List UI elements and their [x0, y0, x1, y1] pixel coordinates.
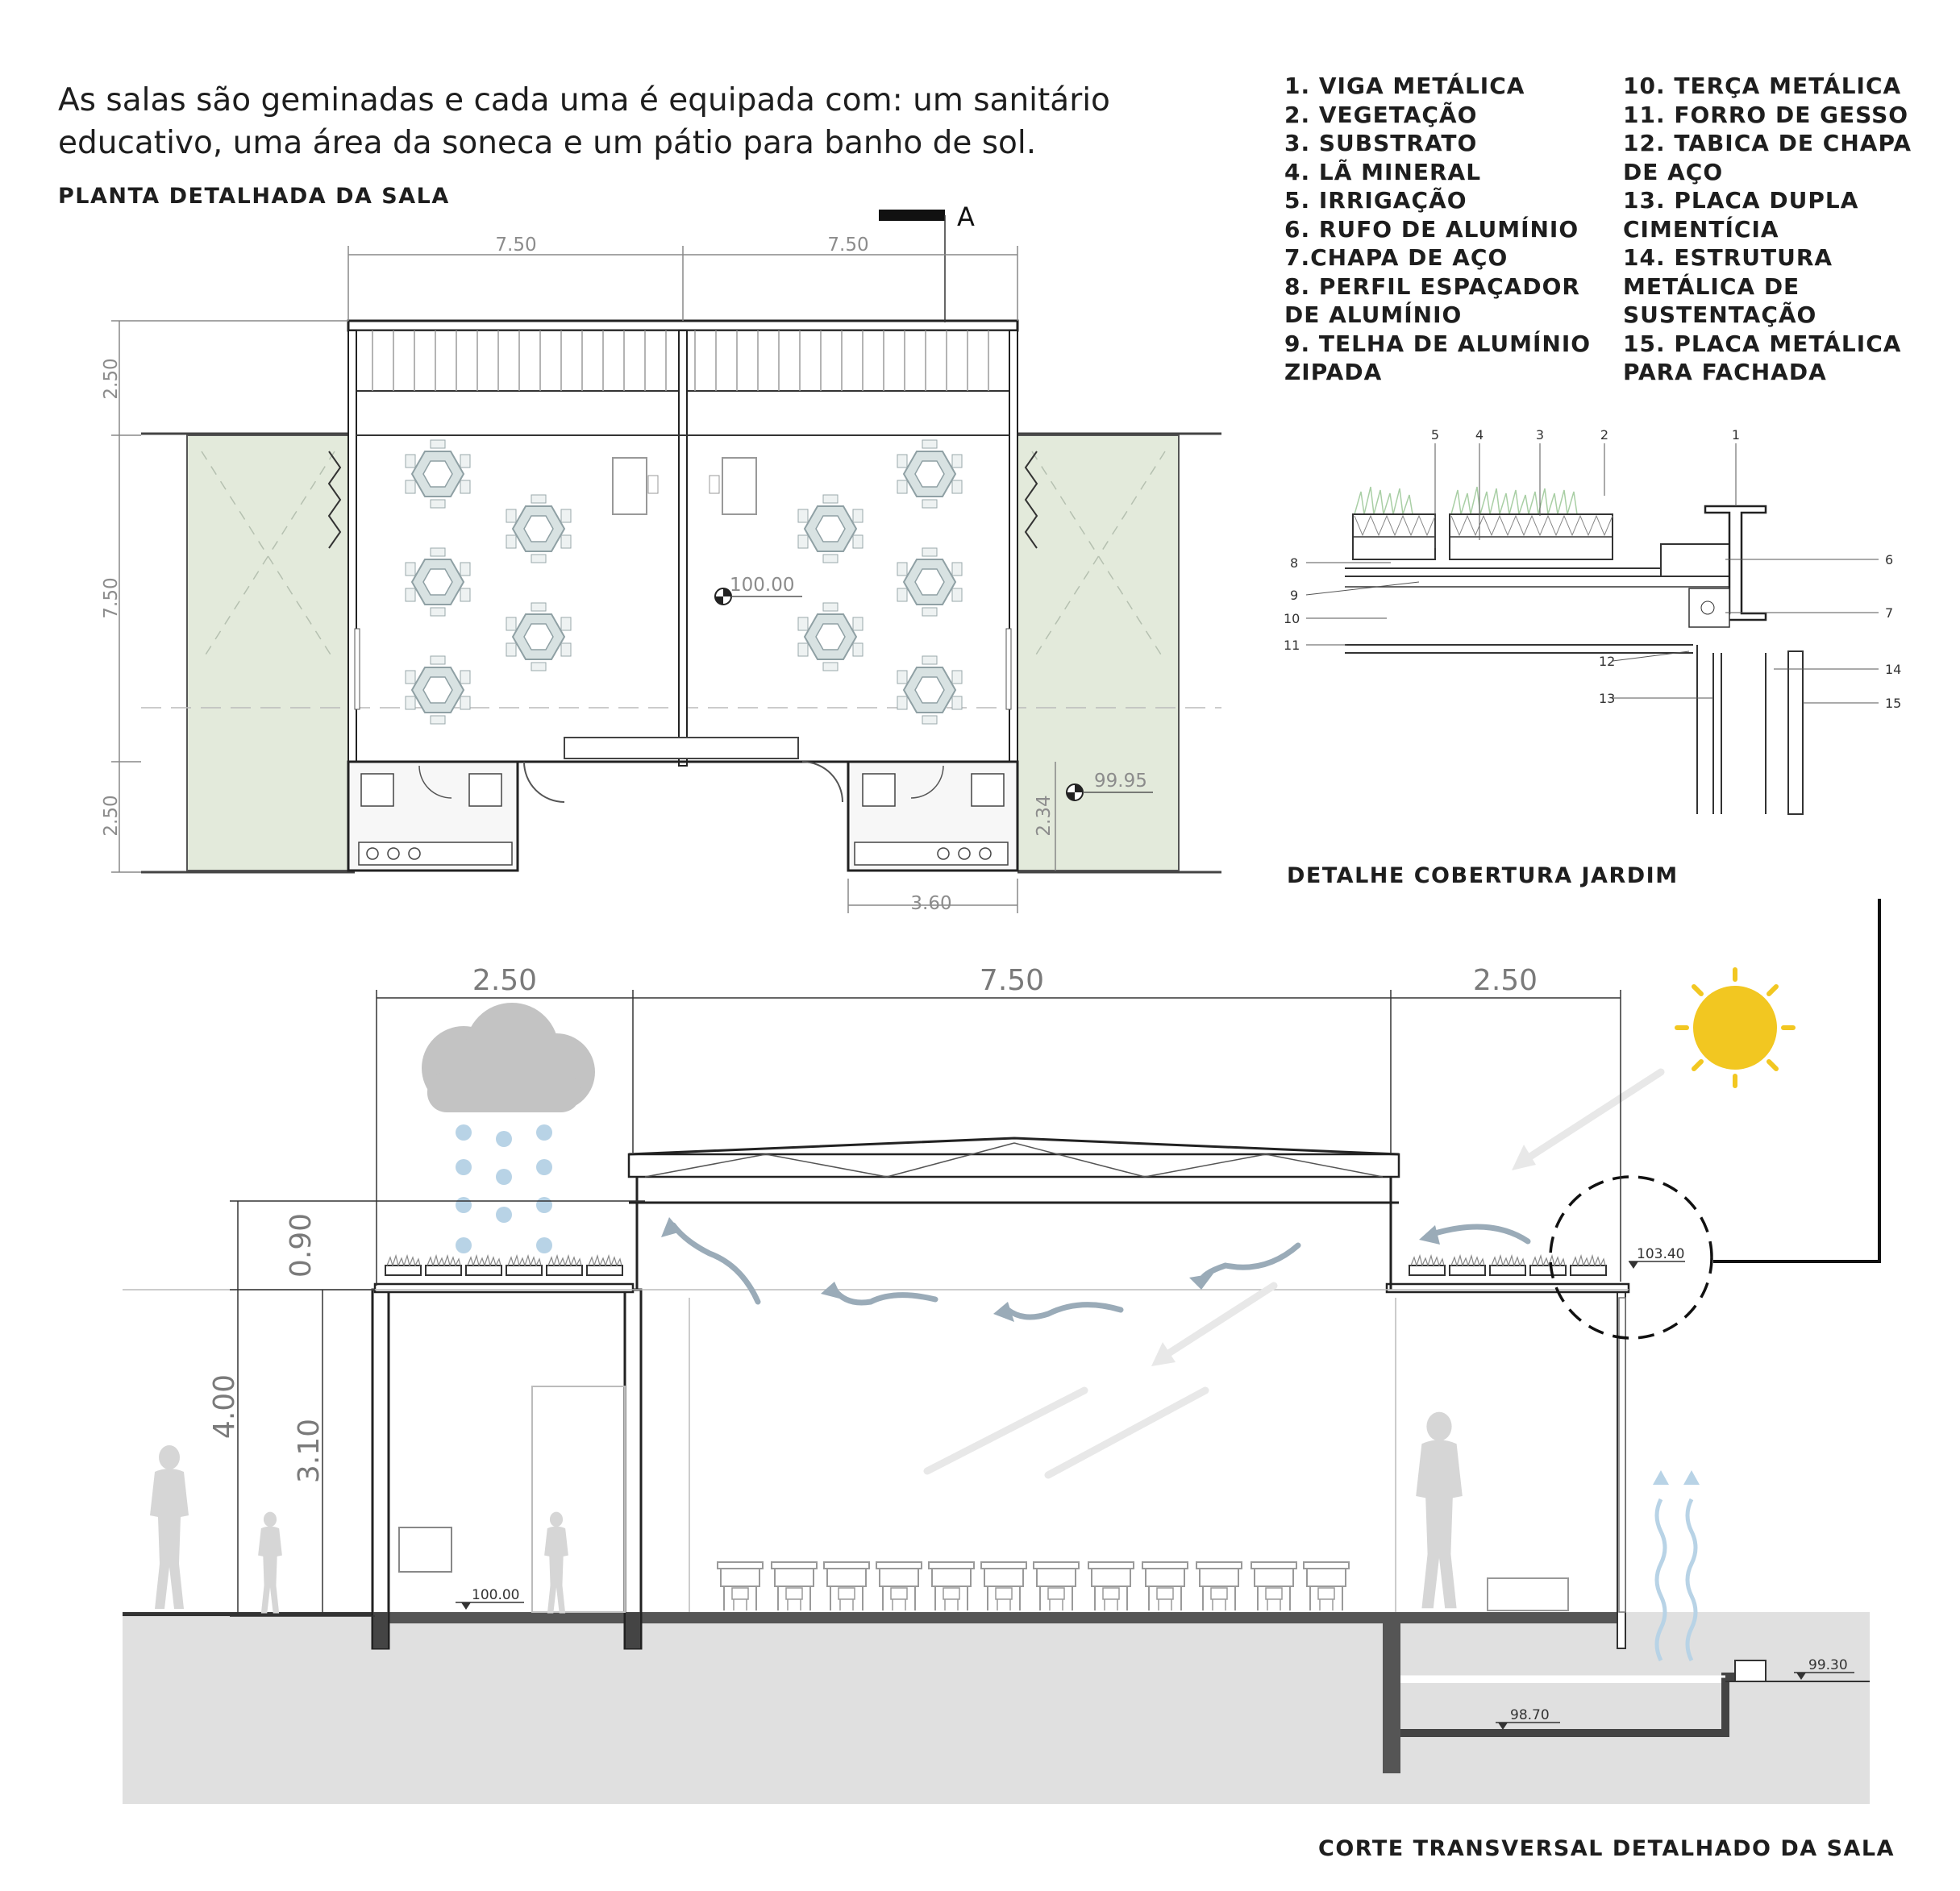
dim-section-ceiling: 3.10	[293, 1418, 326, 1484]
detail-label: 13	[1599, 691, 1616, 706]
dim-section-center: 7.50	[979, 964, 1045, 997]
dim-section-left: 2.50	[472, 964, 538, 997]
legend-item: 13. PLACA DUPLA	[1623, 187, 1859, 214]
legend-item: ZIPADA	[1284, 359, 1383, 385]
dim-plan-left-bottom: 2.50	[101, 795, 122, 837]
legend-item: 2. VEGETAÇÃO	[1284, 101, 1478, 128]
legend-item: 10. TERÇA METÁLICA	[1623, 73, 1902, 99]
detail-label: 11	[1284, 638, 1300, 653]
legend-item: 14. ESTRUTURA	[1623, 244, 1833, 271]
detail-label: 8	[1290, 555, 1299, 571]
legend-item: 3. SUBSTRATO	[1284, 130, 1478, 156]
legend-item: SUSTENTAÇÃO	[1623, 301, 1817, 328]
legend-item: 15. PLACA METÁLICA	[1623, 330, 1902, 357]
dim-plan-top-left: 7.50	[495, 235, 537, 256]
detail-label: 5	[1430, 427, 1440, 443]
detail-label: 15	[1885, 696, 1902, 711]
dim-section-right: 2.50	[1472, 964, 1538, 997]
legend-item: 9. TELHA DE ALUMÍNIO	[1284, 330, 1592, 357]
plan-level-room: 100.00	[730, 575, 795, 596]
legend-item: METÁLICA DE	[1623, 272, 1800, 300]
section-level-ground: 99.30	[1808, 1657, 1848, 1673]
dim-plan-top-right: 7.50	[827, 235, 869, 256]
detail-label: 9	[1290, 588, 1299, 603]
detail-label: 2	[1600, 427, 1609, 443]
legend-item: CIMENTÍCIA	[1623, 215, 1779, 243]
detail-label: 3	[1535, 427, 1545, 443]
section-level-pit: 98.70	[1510, 1707, 1550, 1723]
detail-label: 14	[1885, 662, 1902, 677]
detail-label: 4	[1475, 427, 1484, 443]
detail-label: 1	[1731, 427, 1741, 443]
legend-item: 1. VIGA METÁLICA	[1284, 73, 1525, 99]
legend-item: 6. RUFO DE ALUMÍNIO	[1284, 215, 1579, 243]
detail-label: 7	[1885, 605, 1894, 621]
legend-item: 5. IRRIGAÇÃO	[1284, 187, 1467, 214]
legend-item: 7.CHAPA DE AÇO	[1284, 244, 1508, 271]
plan-level-patio: 99.95	[1094, 771, 1147, 792]
legend-item: 11. FORRO DE GESSO	[1623, 101, 1909, 128]
section-level-floor: 100.00	[472, 1587, 520, 1603]
detail-title: DETALHE COBERTURA JARDIM	[1287, 863, 1679, 888]
intro-line-2: educativo, uma área da soneca e um pátio para banho de sol.	[58, 125, 1037, 161]
legend-item: 8. PERFIL ESPAÇADOR	[1284, 272, 1580, 300]
section-title: CORTE TRANSVERSAL DETALHADO DA SALA	[1318, 1836, 1895, 1861]
rain-cloud-icon	[422, 1003, 595, 1253]
section-marker: A	[957, 202, 975, 232]
intro-line-1: As salas são geminadas e cada uma é equipada com: um sanitário	[58, 82, 1110, 118]
floor-plan	[101, 202, 1221, 914]
section-level-roof: 103.40	[1637, 1246, 1685, 1262]
dim-plan-left-top: 2.50	[101, 358, 122, 400]
sun-icon	[1677, 970, 1793, 1086]
dim-section-total: 4.00	[208, 1374, 241, 1440]
detail-label: 12	[1599, 654, 1616, 669]
patio-left	[187, 435, 348, 871]
dim-bath-height: 2.34	[1034, 795, 1055, 837]
legend-item: DE ALUMÍNIO	[1284, 301, 1463, 328]
detail-label: 10	[1284, 611, 1300, 626]
roof-detail-drawing	[1284, 427, 1901, 1261]
dim-plan-left-mid: 7.50	[101, 577, 122, 619]
legend-item: 4. LÃ MINERAL	[1284, 158, 1482, 185]
plan-title: PLANTA DETALHADA DA SALA	[58, 184, 450, 209]
legend-item: 12. TABICA DE CHAPA	[1623, 130, 1912, 156]
cross-section	[123, 964, 1870, 1804]
legend-item: DE AÇO	[1623, 158, 1724, 185]
dim-bath-width: 3.60	[910, 893, 952, 914]
legend-item: PARA FACHADA	[1623, 359, 1827, 385]
dim-section-parapet: 0.90	[285, 1212, 318, 1278]
detail-label: 6	[1885, 552, 1894, 567]
